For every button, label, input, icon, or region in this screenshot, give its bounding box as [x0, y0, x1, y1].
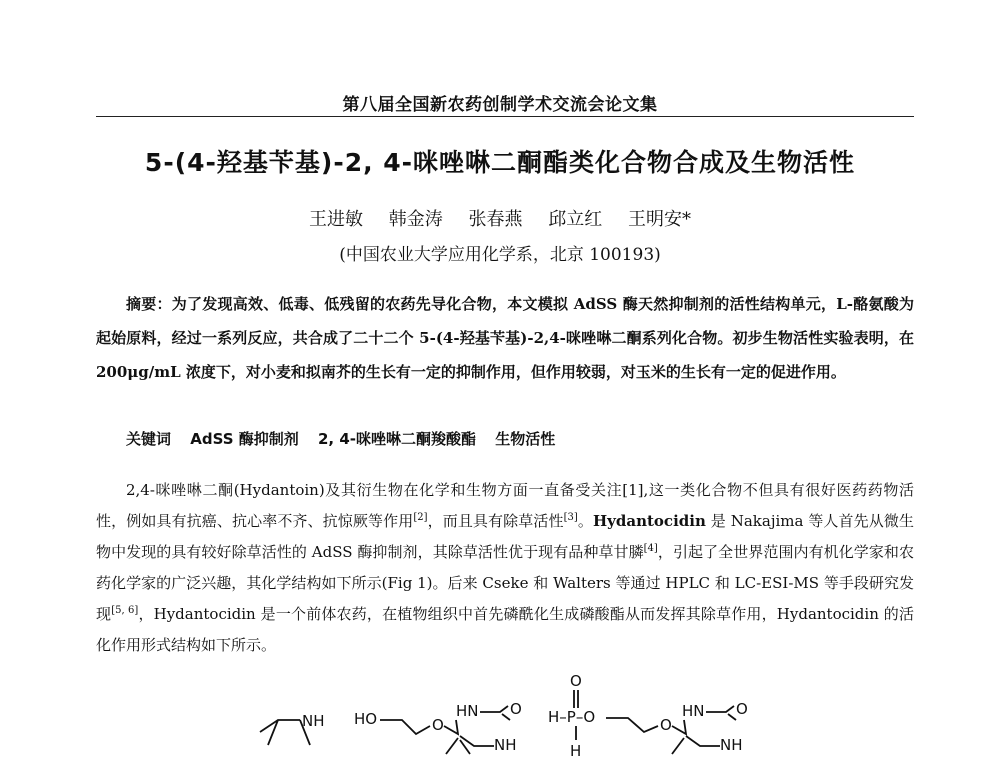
abstract-text: 为了发现高效、低毒、低残留的农药先导化合物，本文模拟 AdSS 酶天然抑制剂的活性结构单元，L-酪氨酸为起始原料，经过一系列反应，共合成了二十二个 5-(4-羟基苄基)-2,4-咪唑啉二酮系列化合物。初步生物活性实验表明，在 200μg/mL 浓度下，对小麦和拟南芥的生长有一定的抑制作用，但作用较弱，对玉米的生长有一定的促进作用。: [96, 295, 914, 381]
atom-label: NH: [720, 736, 743, 754]
body-text-segment: 2,4-咪唑啉二酮(Hydantoin)及其衍生物在化学和生物方面一直备受关注[1],这一类化合物不但具有很好医药药物活性，例如具有抗癌、抗心率不齐、抗惊厥等作用: [96, 481, 914, 530]
body-text-segment: Hydantocidin: [593, 512, 706, 530]
atom-label: O: [432, 716, 444, 734]
citation: [4]: [643, 543, 658, 554]
author: 韩金涛: [388, 209, 443, 230]
running-head: 第八届全国新农药创制学术交流会论文集: [342, 95, 658, 115]
keyword: 2, 4-咪唑啉二酮羧酸酯: [318, 430, 477, 448]
atom-label: H–P–O: [548, 708, 596, 726]
body-paragraph: [96, 475, 914, 661]
citation: [5, 6]: [111, 605, 139, 616]
author: 王进敏: [309, 209, 364, 230]
author: 王明安*: [627, 209, 691, 230]
atom-label: NH: [302, 712, 325, 730]
bond-lines: [574, 690, 736, 754]
keyword: AdSS 酶抑制剂: [190, 430, 299, 448]
structure-1: [230, 690, 340, 760]
atom-label: O: [570, 672, 582, 690]
structure-2: [350, 690, 540, 760]
atom-label: O: [736, 700, 748, 718]
atom-label: H: [570, 742, 582, 760]
keywords: [96, 428, 914, 449]
author-list: [0, 205, 1000, 231]
body-text-segment: 。: [577, 512, 593, 530]
atom-label: NH: [494, 736, 517, 754]
body-text-segment: ，而且具有除草活性: [427, 512, 564, 530]
paper-title: 5-(4-羟基苄基)-2, 4-咪唑啉二酮酯类化合物合成及生物活性: [144, 148, 856, 177]
body-text-segment: ，Hydantocidin 是一个前体农药，在植物组织中首先磷酰化生成磷酸酯从而发挥其除草作用，Hydantocidin 的活化作用形式结构如下所示。: [96, 605, 914, 654]
body-text-segment: 是 Nakajima 等人首先从微生物中发现的具有较好除草活性的 AdSS 酶抑制剂，其除草活性优于现有品种草甘膦: [96, 512, 914, 561]
affiliation: (中国农业大学应用化学系，北京 100193): [339, 245, 661, 265]
abstract: [96, 287, 914, 389]
author: 邱立红: [548, 209, 603, 230]
atom-label: HO: [354, 710, 378, 728]
bond-lines: [380, 706, 510, 754]
atom-label: O: [660, 716, 672, 734]
body-text-segment: ，引起了全世界范围内有机化学家和农药化学家的广泛兴趣，其化学结构如下所示(Fig 1)。后来 Cseke 和 Walters 等通过 HPLC 和 LC-ESI-MS 等手段研究发现: [96, 543, 914, 623]
abstract-label: 摘要：: [126, 295, 172, 313]
citation: [3]: [563, 512, 578, 523]
header-rule: [96, 116, 914, 117]
keywords-label: 关键词: [126, 430, 172, 448]
structure-3: [548, 670, 758, 760]
atom-label: HN: [456, 702, 479, 720]
citation: [2]: [413, 512, 428, 523]
atom-label: HN: [682, 702, 705, 720]
chemical-structures-figure: [0, 672, 1000, 760]
atom-label: O: [510, 700, 522, 718]
author: 张春燕: [468, 209, 523, 230]
keyword: 生物活性: [495, 430, 556, 448]
